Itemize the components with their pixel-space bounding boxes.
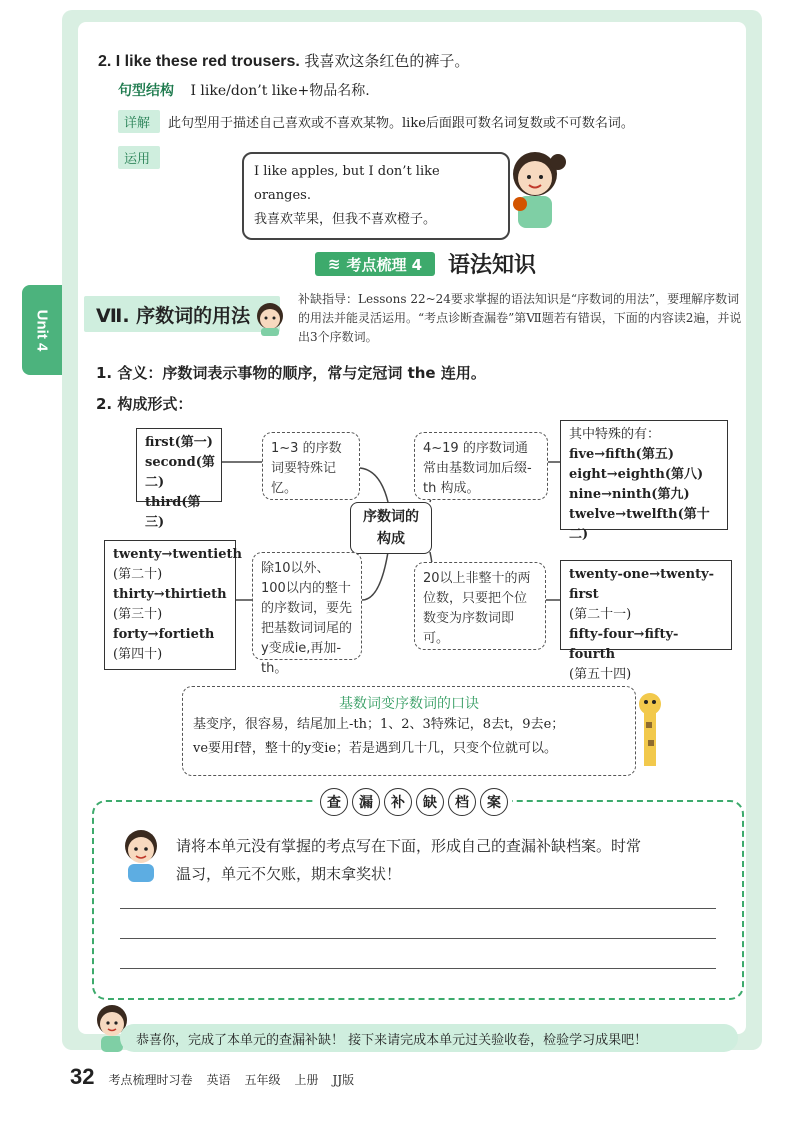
- list-item: (第二十一): [569, 607, 632, 622]
- mindmap-bottom-left-list: [104, 540, 242, 670]
- list-item: twenty→twentieth: [113, 547, 242, 562]
- list-item: nine→ninth(第九): [569, 487, 690, 502]
- write-line-3[interactable]: [120, 968, 716, 969]
- example-english: I like apples, but I don’t like oranges.: [254, 164, 440, 203]
- archive-box: [92, 800, 744, 1000]
- footer-book: 考点梳理时习卷: [108, 1073, 193, 1087]
- note-text: 除10以外、100以内的整十的序数词，要先把基数词词尾的y变成ie,再加-th。: [261, 561, 353, 676]
- archive-instruction: [176, 832, 641, 888]
- note-text: 20以上非整十的两位数，只要把个位数变为序数词即可。: [423, 571, 531, 646]
- archive-title-char: 缺: [416, 788, 444, 816]
- part7-heading-text: Ⅶ. 序数词的用法: [96, 304, 251, 327]
- write-line-2[interactable]: [120, 938, 716, 939]
- rhyme-line-2: ve要用f替，整十的y变ie；若是遇到几十几，只变个位就可以。: [193, 741, 558, 756]
- list-item: (第四十): [113, 647, 163, 662]
- footer: [70, 1064, 354, 1090]
- example-chinese: 我喜欢苹果，但我不喜欢橙子。: [254, 212, 437, 227]
- point2: 2. 构成形式：: [96, 395, 193, 413]
- note-text: 1~3 的序数词要特殊记忆。: [271, 441, 342, 496]
- archive-title-char: 档: [448, 788, 476, 816]
- point1: 1. 含义：序数词表示事物的顺序，常与定冠词 the 连用。: [96, 364, 486, 382]
- item2-title: 2. I like these red trousers.: [98, 53, 300, 70]
- archive-title-char: 查: [320, 788, 348, 816]
- list-item: first(第一): [145, 435, 213, 450]
- write-line-1[interactable]: [120, 908, 716, 909]
- item2-translation: 我喜欢这条红色的裤子。: [304, 52, 470, 70]
- unit-tab-label: Unit 4: [33, 309, 51, 351]
- list-item: third(第三): [145, 495, 201, 530]
- giraffe-illustration: [628, 690, 672, 770]
- footer-term: 上册: [294, 1073, 319, 1087]
- archive-title-char: 漏: [352, 788, 380, 816]
- mindmap-top-right-note: [414, 432, 548, 500]
- use-label: 运用: [118, 146, 160, 169]
- list-item: five→fifth(第五): [569, 447, 674, 462]
- list-item: (第二十): [113, 567, 163, 582]
- tip-text: 补缺指导：Lessons 22~24要求掌握的语法知识是“序数词的用法”，要理解序数词的用法并能灵活运用。“考点诊断查漏卷”第Ⅶ题若有错误，下面的内容读2遍，并说出3个序数词。: [298, 292, 742, 344]
- list-item: twelve→twelfth(第十二): [569, 507, 710, 542]
- mindmap-bottom-right-note: [414, 562, 546, 650]
- list-item: (第五十四): [569, 667, 632, 682]
- list-item: twenty-one→twenty-first: [569, 567, 715, 602]
- mindmap-center-node: [350, 502, 432, 554]
- list-item: second(第二): [145, 455, 215, 490]
- note-text: 4~19 的序数词通常由基数词加后缀-th 构成。: [423, 441, 532, 496]
- list-title: 其中特殊的有：: [569, 427, 661, 442]
- list-item: (第三十): [113, 607, 163, 622]
- mindmap-top-left-note: [262, 432, 360, 500]
- structure-label: 句型结构: [118, 83, 174, 99]
- rhyme-title: 基数词变序数词的口诀: [339, 696, 479, 712]
- archive-instruction-line-2: 温习，单元不欠账，期末拿奖状！: [176, 865, 402, 883]
- archive-title-char: 补: [384, 788, 412, 816]
- archive-title-char: 案: [480, 788, 508, 816]
- archive-title: [316, 788, 512, 816]
- mindmap-top-right-list: [560, 420, 728, 542]
- archive-instruction-line-1: 请将本单元没有掌握的考点写在下面，形成自己的查漏补缺档案。时常: [176, 837, 642, 855]
- mindmap-bottom-left-note: [252, 552, 362, 676]
- section-banner-label: 考点梳理 4: [346, 255, 423, 274]
- wave-icon: ≋: [327, 255, 341, 273]
- footer-subject: 英语: [206, 1073, 231, 1087]
- boy-illustration: [118, 826, 164, 882]
- bottom-message-bar: [120, 1024, 738, 1052]
- list-item: eight→eighth(第八): [569, 467, 704, 482]
- page-number: 32: [70, 1064, 95, 1089]
- footer-edition: JJ版: [332, 1073, 355, 1087]
- section-title: 语法知识: [448, 252, 537, 277]
- bottom-message: 恭喜你，完成了本单元的查漏补缺！ 接下来请完成本单元过关验收卷，检验学习成果吧！: [136, 1032, 648, 1048]
- detail-label: 详解: [118, 110, 160, 133]
- footer-grade: 五年级: [244, 1073, 281, 1087]
- mindmap-top-left-list: [136, 428, 222, 530]
- mindmap-bottom-right-list: [560, 560, 732, 682]
- detail-text: 此句型用于描述自己喜欢或不喜欢某物。like后面跟可数名词复数或不可数名词。: [168, 116, 634, 131]
- center-label: 序数词的构成: [363, 509, 419, 547]
- rhyme-box: [182, 686, 636, 776]
- structure-text: I like/don’t like+物品名称.: [190, 83, 370, 99]
- list-item: thirty→thirtieth: [113, 587, 227, 602]
- list-item: fifty-four→fifty-fourth: [569, 627, 679, 662]
- list-item: forty→fortieth: [113, 627, 215, 642]
- rhyme-line-1: 基变序，很容易，结尾加上-th；1、2、3特殊记，8去t，9去e；: [193, 717, 565, 732]
